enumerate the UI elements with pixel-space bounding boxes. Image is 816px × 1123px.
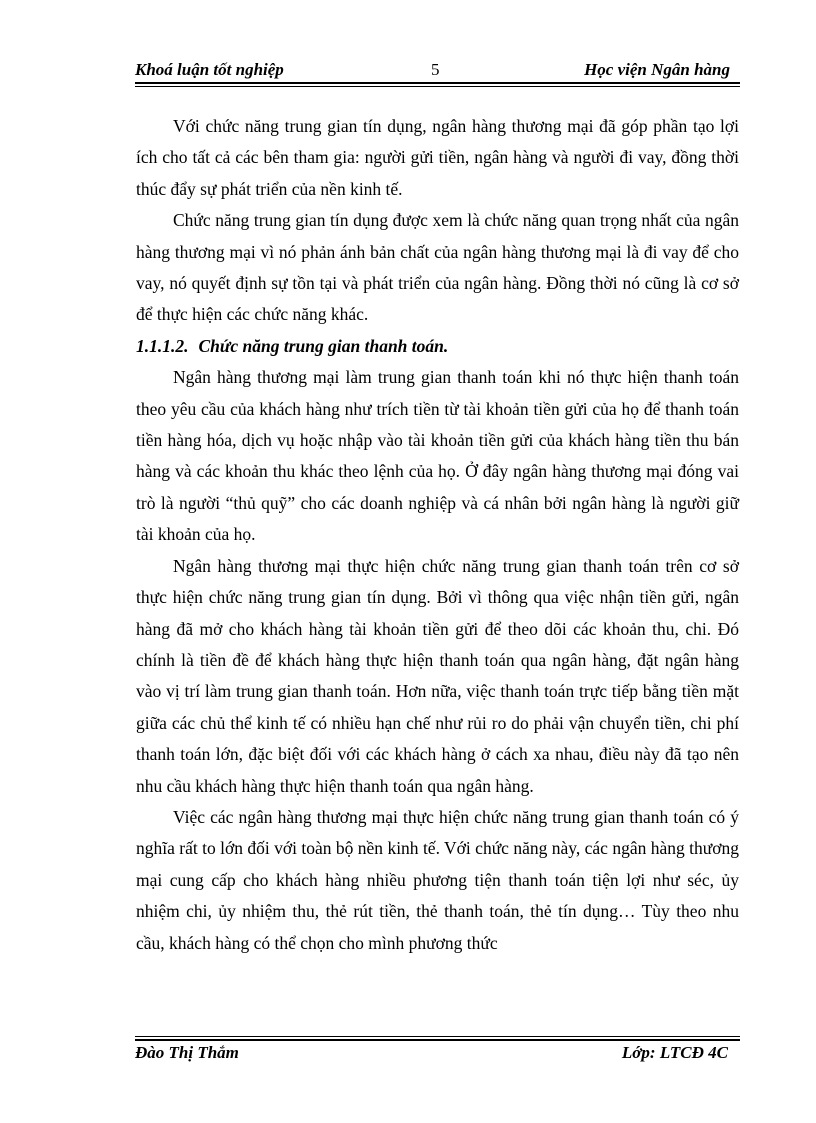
section-paragraph: Ngân hàng thương mại làm trung gian thanh toán khi nó thực hiện thanh toán theo yêu cầu của khách hàng như trích tiền từ tài khoản tiền gửi của họ để thanh toán tiền hàng hóa, dịch vụ hoặc nhập vào tài khoản tiền gửi của khách hàng tiền thu bán hàng và các khoản thu khác theo lệnh của họ. Ở đây ngân hàng thương mại đóng vai trò là người “thủ quỹ” cho các doanh nghiệp và cá nhân bởi ngân hàng là người giữ tài khoản của họ.: [136, 367, 739, 545]
header-thesis-label: Khoá luận tốt nghiệp: [135, 60, 284, 79]
page-header: [135, 58, 740, 82]
body-paragraph: Với chức năng trung gian tín dụng, ngân hàng thương mại đã góp phần tạo lợi ích cho tất cả các bên tham gia: người gửi tiền, ngân hàng và người đi vay, đồng thời thúc đẩy sự phát triển của nền kinh tế.: [136, 116, 739, 199]
footer-author: Đào Thị Thắm: [135, 1043, 239, 1062]
section-title: Chức năng trung gian thanh toán.: [198, 335, 449, 356]
page-body: [136, 111, 739, 959]
header-divider: [135, 82, 740, 84]
header-divider-thin: [135, 86, 740, 87]
section-heading: [136, 331, 739, 362]
header-institution: Học viện Ngân hàng: [584, 60, 730, 79]
body-paragraph: Chức năng trung gian tín dụng được xem là chức năng quan trọng nhất của ngân hàng thương mại vì nó phản ánh bản chất của ngân hàng thương mại là đi vay để cho vay, nó quyết định sự tồn tại và phát triển của ngân hàng. Đồng thời nó cũng là cơ sở để thực hiện các chức năng khác.: [136, 210, 739, 325]
footer-class: Lớp: LTCĐ 4C: [621, 1043, 728, 1062]
section-paragraph: Ngân hàng thương mại thực hiện chức năng trung gian thanh toán trên cơ sở thực hiện chức năng trung gian tín dụng. Bởi vì thông qua việc nhận tiền gửi, ngân hàng đã mở cho khách hàng tài khoản tiền gửi để theo dõi các khoản thu, chi. Đó chính là tiền đề để khách hàng thực hiện thanh toán qua ngân hàng, đặt ngân hàng vào vị trí làm trung gian thanh toán. Hơn nữa, việc thanh toán trực tiếp bằng tiền mặt giữa các chủ thể kinh tế có nhiều hạn chế như rủi ro do phải vận chuyển tiền, chi phí thanh toán lớn, đặc biệt đối với các khách hàng ở cách xa nhau, điều này đã tạo nên nhu cầu khách hàng thực hiện thanh toán qua ngân hàng.: [136, 555, 739, 796]
section-number: 1.1.1.2.: [136, 335, 189, 356]
page-footer: [135, 1043, 740, 1067]
footer-divider-thin: [135, 1036, 740, 1037]
section-paragraph: Việc các ngân hàng thương mại thực hiện chức năng trung gian thanh toán có ý nghĩa rất to lớn đối với toàn bộ nền kinh tế. Với chức năng này, các ngân hàng thương mại cung cấp cho khách hàng nhiều phương tiện thanh toán tiện lợi như séc, ủy nhiệm chi, ủy nhiệm thu, thẻ rút tiền, thẻ thanh toán, thẻ tín dụng… Tùy theo nhu cầu, khách hàng có thể chọn cho mình phương thức: [136, 806, 739, 953]
page-number: 5: [431, 60, 440, 79]
footer-divider: [135, 1039, 740, 1041]
